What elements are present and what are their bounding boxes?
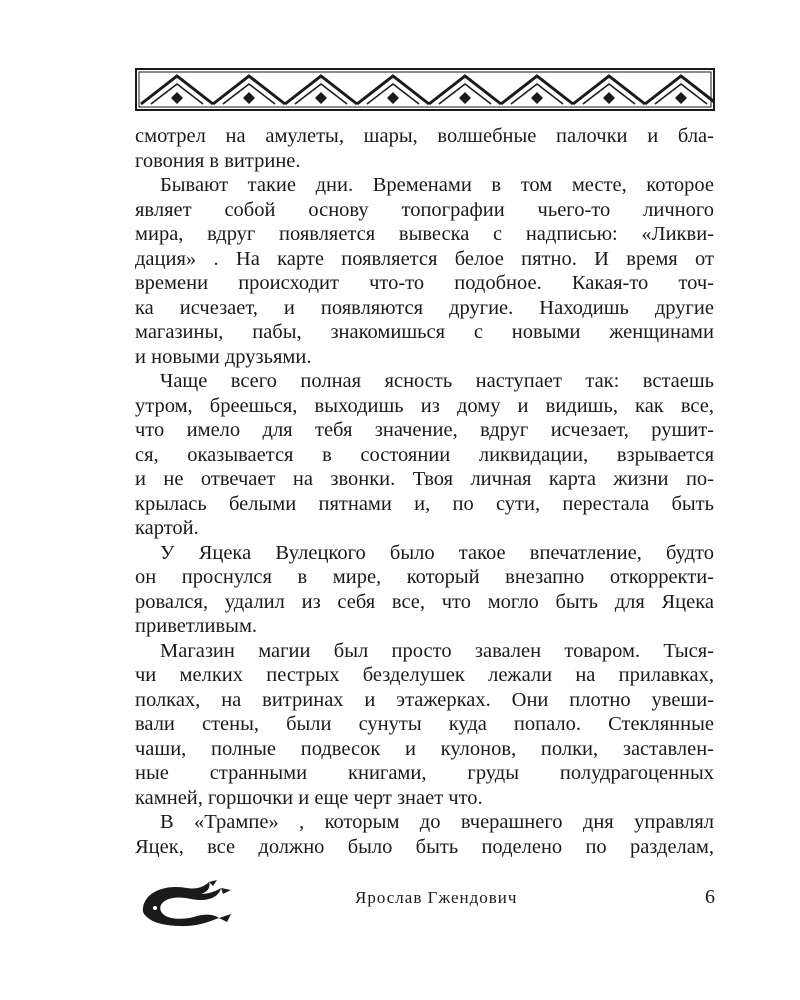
text-line: ные странными книгами, груды полудрагоценных: [135, 762, 714, 784]
text-line: камней, горшочки и еще черт знает что.: [135, 786, 483, 809]
knot-diamond: [315, 92, 327, 104]
text-line: Чаще всего полная ясность наступает так: встаешь: [160, 370, 714, 392]
text-line: ровался, удалил из себя все, что могло быть для Яцека: [135, 590, 714, 613]
knot-diamond: [675, 92, 687, 104]
paragraph: [135, 639, 714, 811]
text-line: ка исчезает, и появляются другие. Находишь другие: [135, 296, 714, 319]
knot-diamond: [459, 92, 471, 104]
text-line: ся, оказывается в состоянии ликвидации, взрывается: [135, 443, 714, 466]
text-line: У Яцека Вулецкого было такое впечатление, будто: [160, 541, 714, 564]
text-line: чи мелких пестрых безделушек лежали на прилавках,: [135, 664, 714, 686]
text-line: Бывают такие дни. Временами в том месте, которое: [160, 174, 714, 196]
page-number: 6: [705, 886, 715, 908]
text-line: Яцек, все должно было быть поделено по разделам,: [135, 835, 714, 858]
text-line: магазины, пабы, знакомишься с новыми женщинами: [135, 321, 714, 343]
knot-diamond: [243, 92, 255, 104]
page-footer: [135, 870, 715, 930]
knot-diamond: [387, 92, 399, 104]
text-line: утром, бреешься, выходишь из дому и видишь, как все,: [135, 394, 714, 417]
text-line: Магазин магии был просто завален товаром. Тыся-: [160, 639, 714, 662]
paragraph: [135, 369, 714, 541]
text-line: являет собой основу топографии чьего-то личного: [135, 198, 714, 221]
paragraph: [135, 810, 714, 859]
text-line: что имело для тебя значение, вдруг исчезает, рушит-: [135, 419, 714, 441]
text-line: мира, вдруг появляется вывеска с надписью: «Ликви-: [135, 223, 714, 245]
text-line: смотрел на амулеты, шары, волшебные палочки и бла-: [135, 125, 714, 147]
text-line: вали стены, были сунуты куда попало. Стеклянные: [135, 713, 714, 735]
author-name: Ярослав Гжендович: [355, 888, 518, 907]
celtic-knot-border-icon: [135, 68, 715, 111]
dragon-icon: [135, 878, 235, 928]
knot-diamond: [531, 92, 543, 104]
text-line: картой.: [135, 517, 199, 539]
knot-diamond: [603, 92, 615, 104]
paragraph: [135, 124, 714, 173]
text-line: времени происходит что-то подобное. Какая-то точ-: [135, 272, 714, 294]
text-line: чаши, полные подвесок и кулонов, полки, заставлен-: [135, 737, 714, 760]
text-line: полках, на витринах и этажерках. Они плотно увеши-: [135, 688, 714, 711]
paragraph: [135, 541, 714, 639]
body-text: [135, 124, 714, 859]
text-line: говония в витрине.: [135, 149, 301, 172]
paragraph: [135, 173, 714, 369]
text-line: В «Трампе» , которым до вчерашнего дня управлял: [160, 811, 714, 833]
knot-diamond: [171, 92, 183, 104]
text-line: он проснулся в мире, который внезапно откорректи-: [135, 566, 714, 588]
text-line: и новыми друзьями.: [135, 345, 312, 368]
text-line: и не отвечает на звонки. Твоя личная карта жизни по-: [135, 468, 714, 490]
text-line: дация» . На карте появляется белое пятно. И время от: [135, 247, 714, 270]
text-line: крылась белыми пятнами и, по сути, перестала быть: [135, 492, 714, 515]
text-line: приветливым.: [135, 615, 258, 637]
